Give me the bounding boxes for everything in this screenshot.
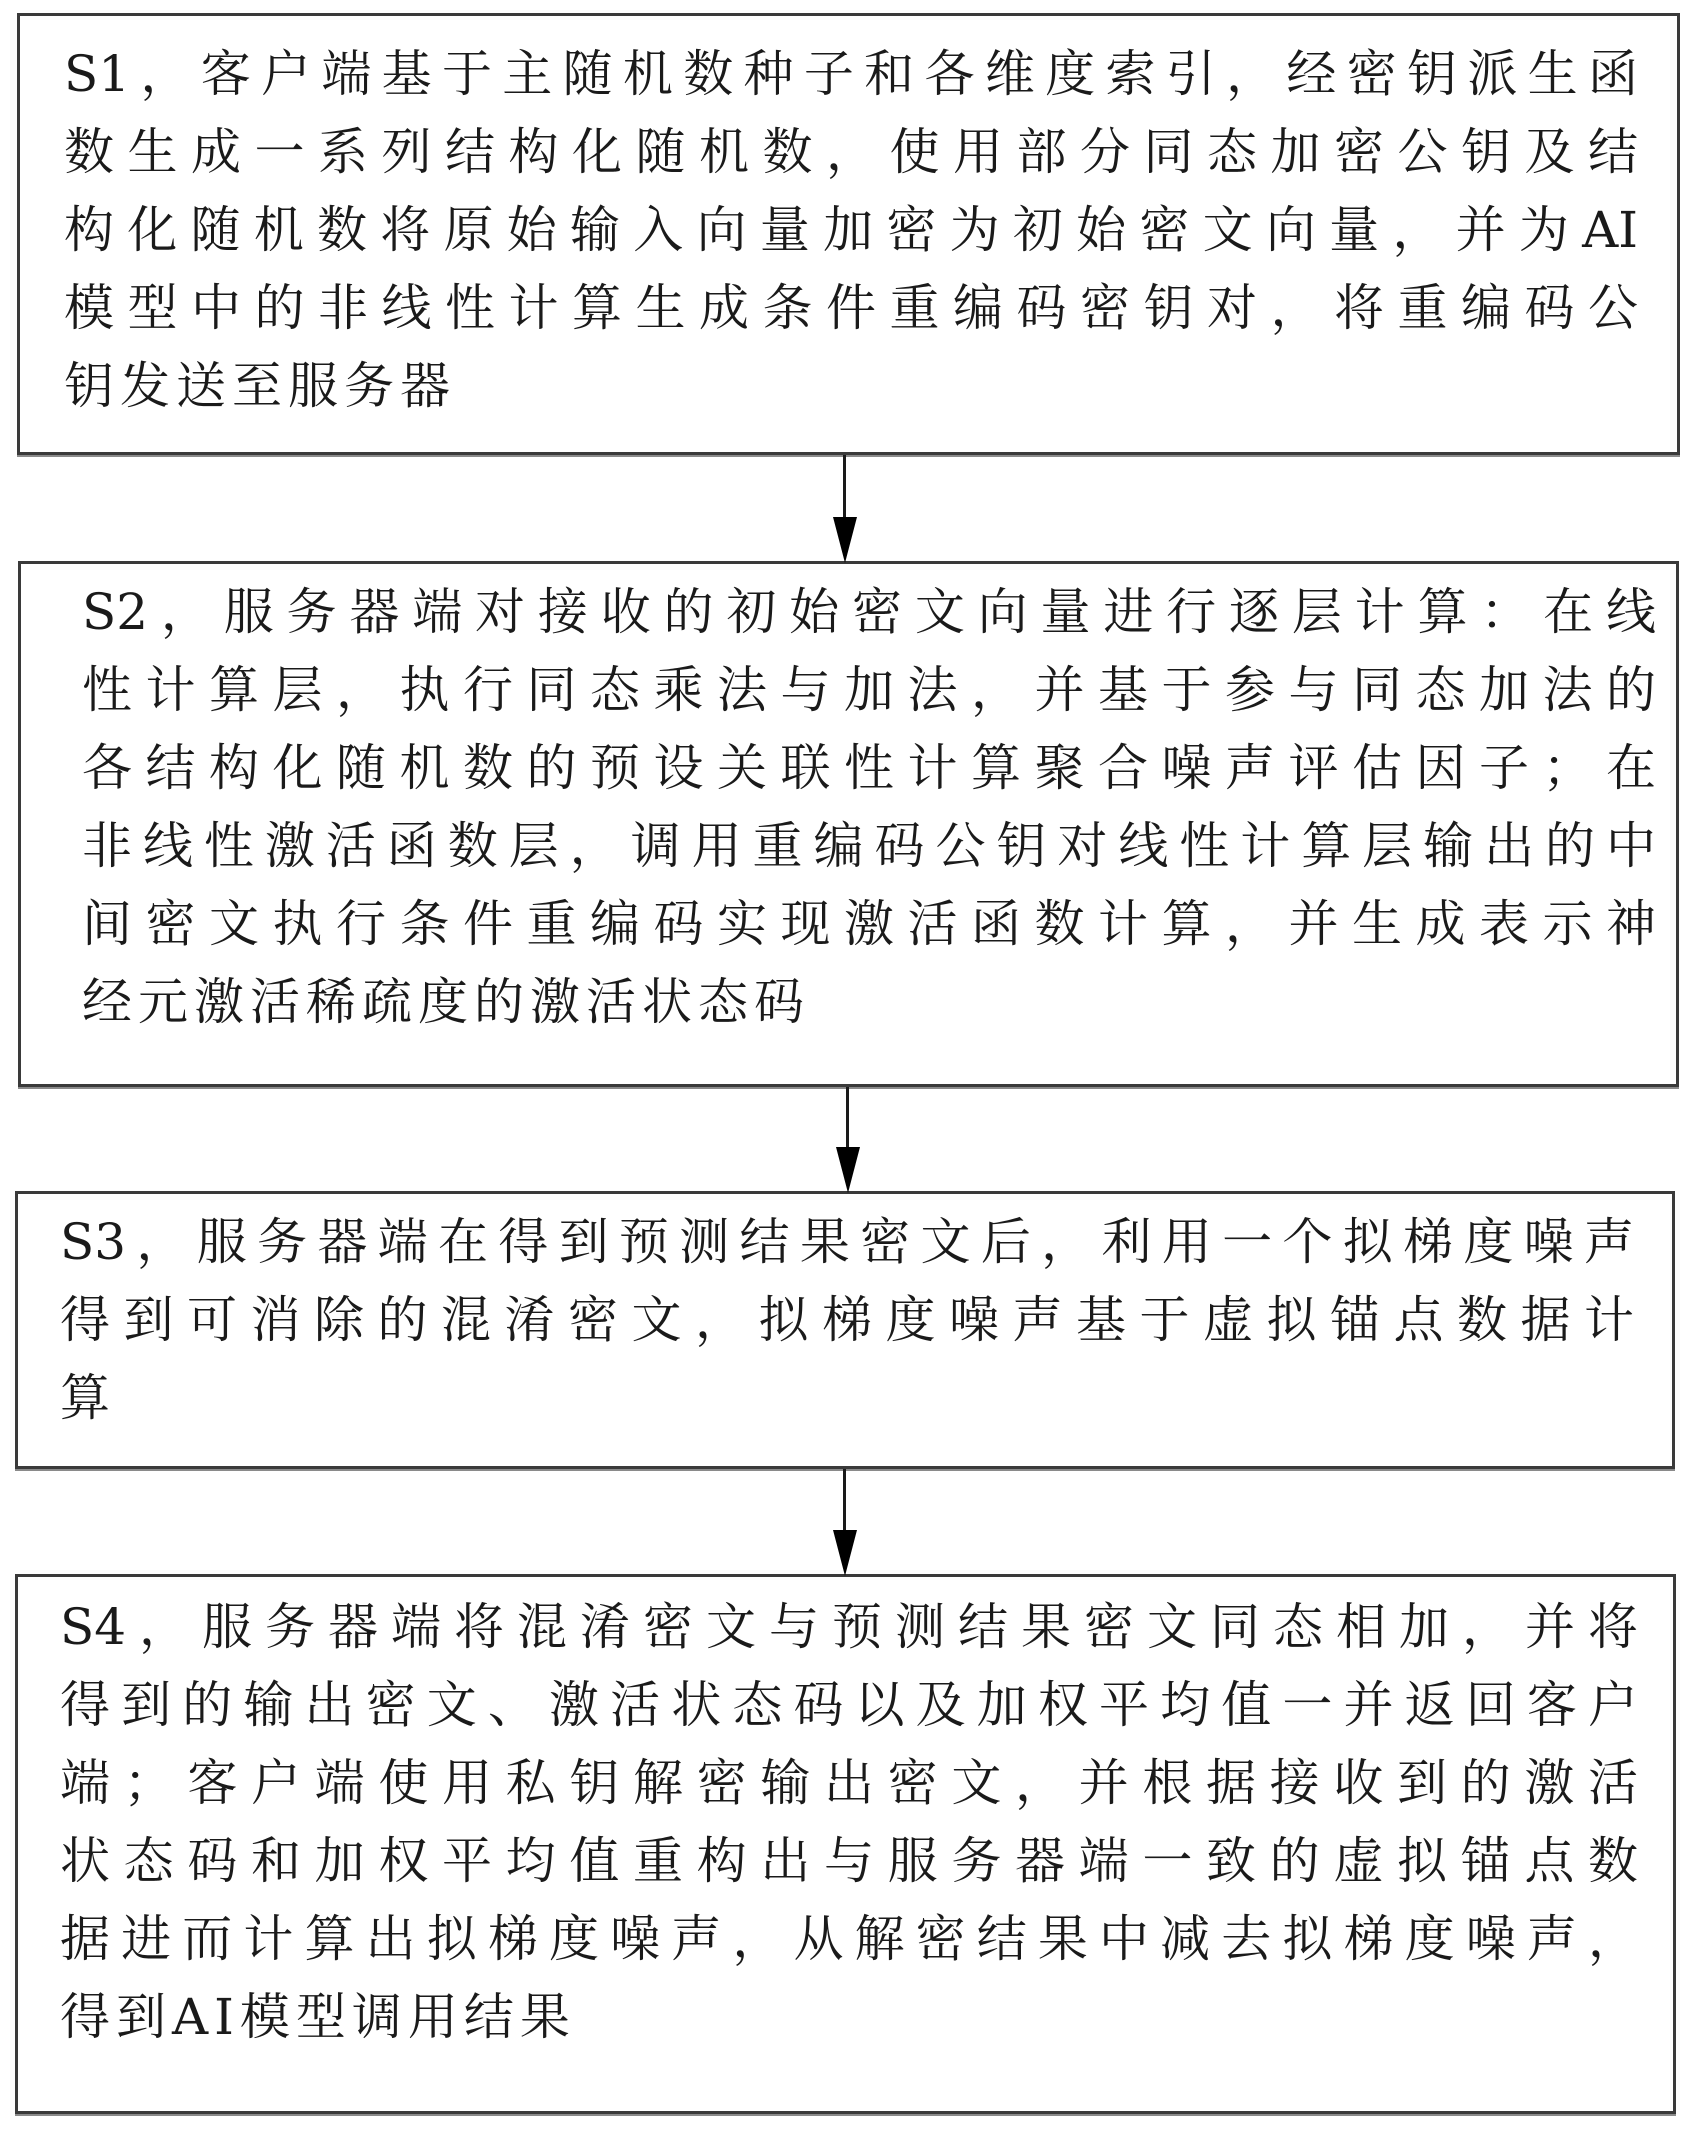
arrow-down-icon [833,1087,863,1193]
step-line: 数生成一系列结构化随机数，使用部分同态加密公钥及结 [64,123,1638,181]
step-line: 模型中的非线性计算生成条件重编码密钥对，将重编码公 [64,279,1638,337]
step-line: S1，客户端基于主随机数种子和各维度索引，经密钥派生函 [64,45,1638,103]
step-line: S4，服务器端将混淆密文与预测结果密文同态相加，并将 [60,1598,1638,1656]
step-line: 性计算层，执行同态乘法与加法，并基于参与同态加法的 [82,661,1656,719]
step-line: 各结构化随机数的预设关联性计算聚合噪声评估因子；在 [82,739,1656,797]
step-line: 构化随机数将原始输入向量加密为初始密文向量，并为AI [64,201,1638,259]
step-line: S2，服务器端对接收的初始密文向量进行逐层计算：在线 [82,583,1656,641]
step-line: 间密文执行条件重编码实现激活函数计算，并生成表示神 [82,895,1656,953]
step-line: 非线性激活函数层，调用重编码公钥对线性计算层输出的中 [82,817,1656,875]
step-line: 算 [60,1369,116,1427]
step-line: 得到的输出密文、激活状态码以及加权平均值一并返回客户 [60,1676,1638,1734]
arrow-down-icon [830,1469,860,1576]
arrow-down-icon [830,455,860,563]
step-line: 得到可消除的混淆密文，拟梯度噪声基于虚拟锚点数据计 [60,1291,1634,1349]
step-line: 钥发送至服务器 [64,357,456,415]
step-line: 得到AI模型调用结果 [60,1988,576,2046]
step-line: 端；客户端使用私钥解密输出密文，并根据接收到的激活 [60,1754,1638,1812]
step-line: 经元激活稀疏度的激活状态码 [82,973,810,1031]
step-line: 据进而计算出拟梯度噪声，从解密结果中减去拟梯度噪声， [60,1910,1638,1968]
step-line: 状态码和加权平均值重构出与服务器端一致的虚拟锚点数 [60,1832,1638,1890]
step-line: S3，服务器端在得到预测结果密文后，利用一个拟梯度噪声 [60,1213,1634,1271]
